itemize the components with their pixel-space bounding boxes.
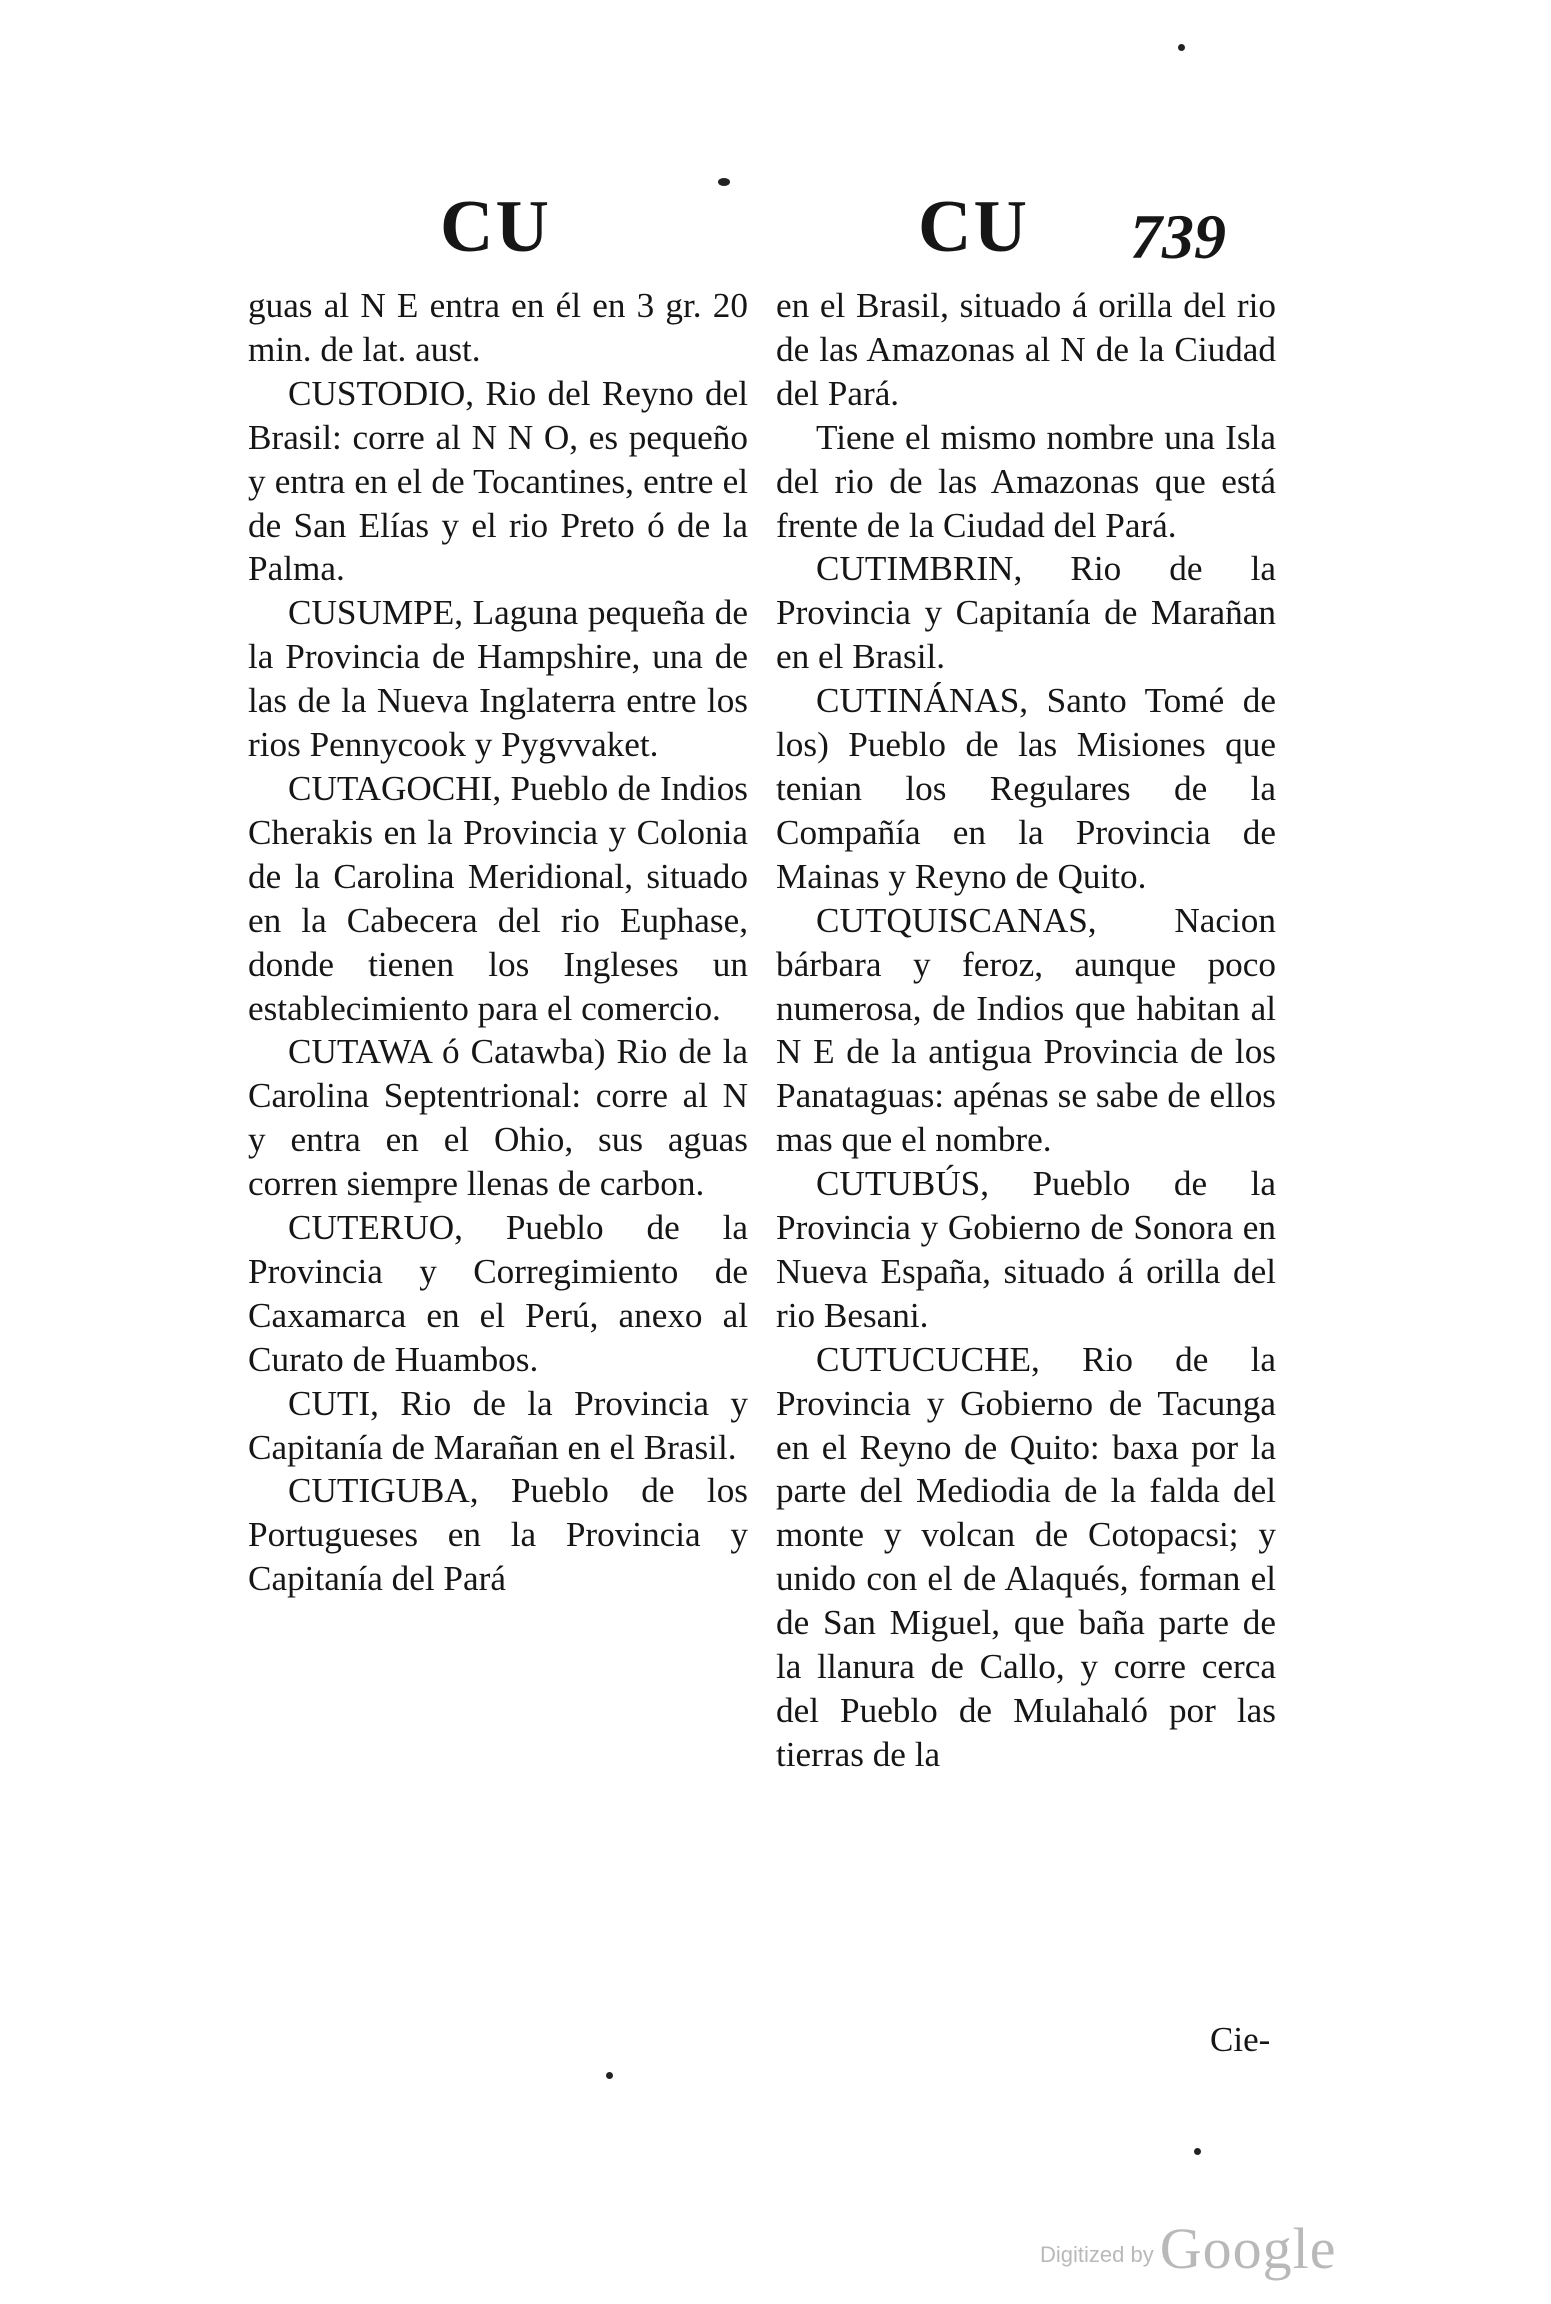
running-head-right: CU [918, 186, 1029, 268]
ink-speck [606, 2072, 613, 2079]
dictionary-entry: en el Brasil, situado á orilla del rio de las Amazonas al N de la Ciudad del Pará. [776, 286, 1276, 413]
dictionary-entry: CUTQUISCANAS, Nacion bárbara y feroz, aunque poco numerosa, de Indios que habitan al N E de la antigua Provincia de los Panataguas: apénas se sabe de ellos mas que el nombre. [776, 900, 1276, 1160]
running-head-left: CU [440, 186, 551, 268]
dictionary-entry: CUTI, Rio de la Provincia y Capitanía de Marañan en el Brasil. [248, 1383, 748, 1467]
catchword: Cie- [1210, 2020, 1271, 2059]
dictionary-entry: guas al N E entra en él en 3 gr. 20 min. de lat. aust. [248, 286, 748, 369]
ink-speck [1178, 44, 1185, 51]
dictionary-entry: CUTERUO, Pueblo de la Provincia y Corregimiento de Caxamarca en el Perú, anexo al Curato de Huambos. [248, 1208, 748, 1379]
dictionary-entry: Tiene el mismo nombre una Isla del rio de las Amazonas que está frente de la Ciudad del Pará. [776, 417, 1276, 545]
page-number: 739 [1130, 201, 1226, 272]
left-column [248, 284, 748, 1601]
watermark-logo-text: Google [1159, 2216, 1337, 2281]
dictionary-entry: CUTINÁNAS, Santo Tomé de los) Pueblo de las Misiones que tenian los Regulares de la Compañía en la Provincia de Mainas y Reyno de Quito. [776, 681, 1276, 896]
dictionary-entry: CUTIGUBA, Pueblo de los Portugueses en la Provincia y Capitanía del Pará [248, 1471, 748, 1599]
dictionary-entry: CUSUMPE, Laguna pequeña de la Provincia de Hampshire, una de las de la Nueva Inglaterra entre los rios Pennycook y Pygvvaket. [248, 593, 748, 765]
watermark-small-text: Digitized by [1040, 2242, 1154, 2267]
right-column [776, 284, 1276, 1777]
dictionary-entry: CUTIMBRIN, Rio de la Provincia y Capitanía de Marañan en el Brasil. [776, 549, 1276, 677]
dictionary-entry: CUTUBÚS, Pueblo de la Provincia y Gobierno de Sonora en Nueva España, situado á orilla del rio Besani. [776, 1164, 1276, 1335]
ink-speck [718, 178, 730, 186]
dictionary-entry: CUSTODIO, Rio del Reyno del Brasil: corre al N N O, es pequeño y entra en el de Tocantines, entre el de San Elías y el rio Preto ó de la Palma. [248, 373, 748, 589]
dictionary-entry: CUTAWA ó Catawba) Rio de la Carolina Septentrional: corre al N y entra en el Ohio, sus aguas corren siempre llenas de carbon. [248, 1032, 748, 1204]
digitized-by-google-watermark [1040, 2215, 1336, 2282]
dictionary-entry: CUTUCUCHE, Rio de la Provincia y Gobierno de Tacunga en el Reyno de Quito: baxa por la parte del Mediodia de la falda del monte y volcan de Cotopacsi; y unido con el de Alaqués, forman el de San Miguel, que baña parte de la llanura de Callo, y corre cerca del Pueblo de Mulahaló por las tierras de la [776, 1339, 1276, 1774]
dictionary-entry: CUTAGOCHI, Pueblo de Indios Cherakis en la Provincia y Colonia de la Carolina Meridional, situado en la Cabecera del rio Euphase, donde tienen los Ingleses un establecimiento para el comercio. [248, 768, 748, 1028]
ink-speck [1194, 2148, 1201, 2155]
